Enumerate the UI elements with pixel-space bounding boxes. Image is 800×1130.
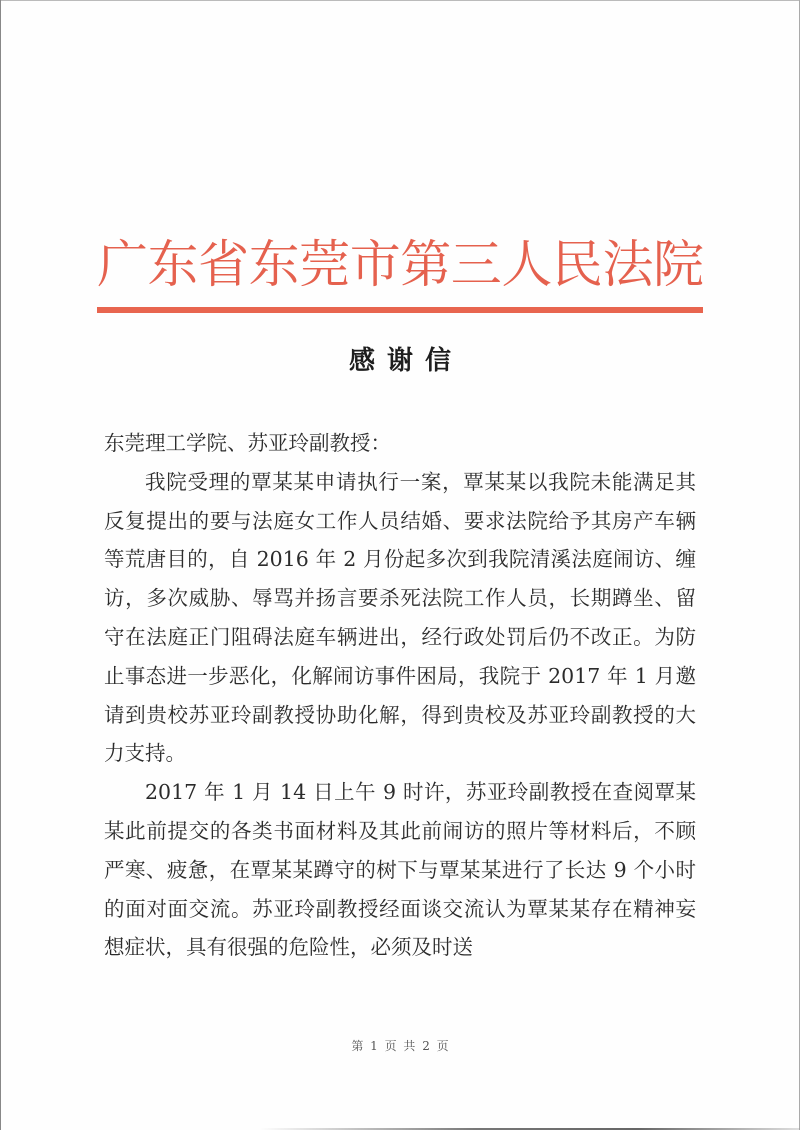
letterhead-organization-name: 广东省东莞市第三人民法院 [97,236,703,295]
page-indicator: 第 1 页 共 2 页 [351,1039,449,1053]
letter-paragraph-1: 我院受理的覃某某申请执行一案，覃某某以我院未能满足其反复提出的要与法庭女工作人员结婚、要求法院给予其房产车辆等荒唐目的，自 2016 年 2 月份起多次到我院清溪法庭闹访、缠访，多次威胁、辱骂并扬言要杀死法院工作人员，长期蹲坐、留守在法庭正门阻碍法庭车辆进出，经行政处罚后仍不改正。为防止事态进一步恶化，化解闹访事件困局，我院于 2017 年 1 月邀请到贵校苏亚玲副教授协助化解，得到贵校及苏亚玲副教授的大力支持。 [104,469,696,766]
letter-body [104,424,696,967]
letter-salutation: 东莞理工学院、苏亚玲副教授： [104,431,391,455]
document-title: 感谢信 [348,346,463,376]
letterhead-red-rule [97,307,703,313]
letter-paragraph-2: 2017 年 1 月 14 日上午 9 时许，苏亚玲副教授在查阅覃某某此前提交的各类书面材料及其此前闹访的照片等材料后，不顾严寒、疲惫，在覃某某蹲守的树下与覃某某进行了长达 9 个小时的面对面交流。苏亚玲副教授经面谈交流认为覃某某存在精神妄想症状，具有很强的危险性，必须及时送 [104,780,696,960]
